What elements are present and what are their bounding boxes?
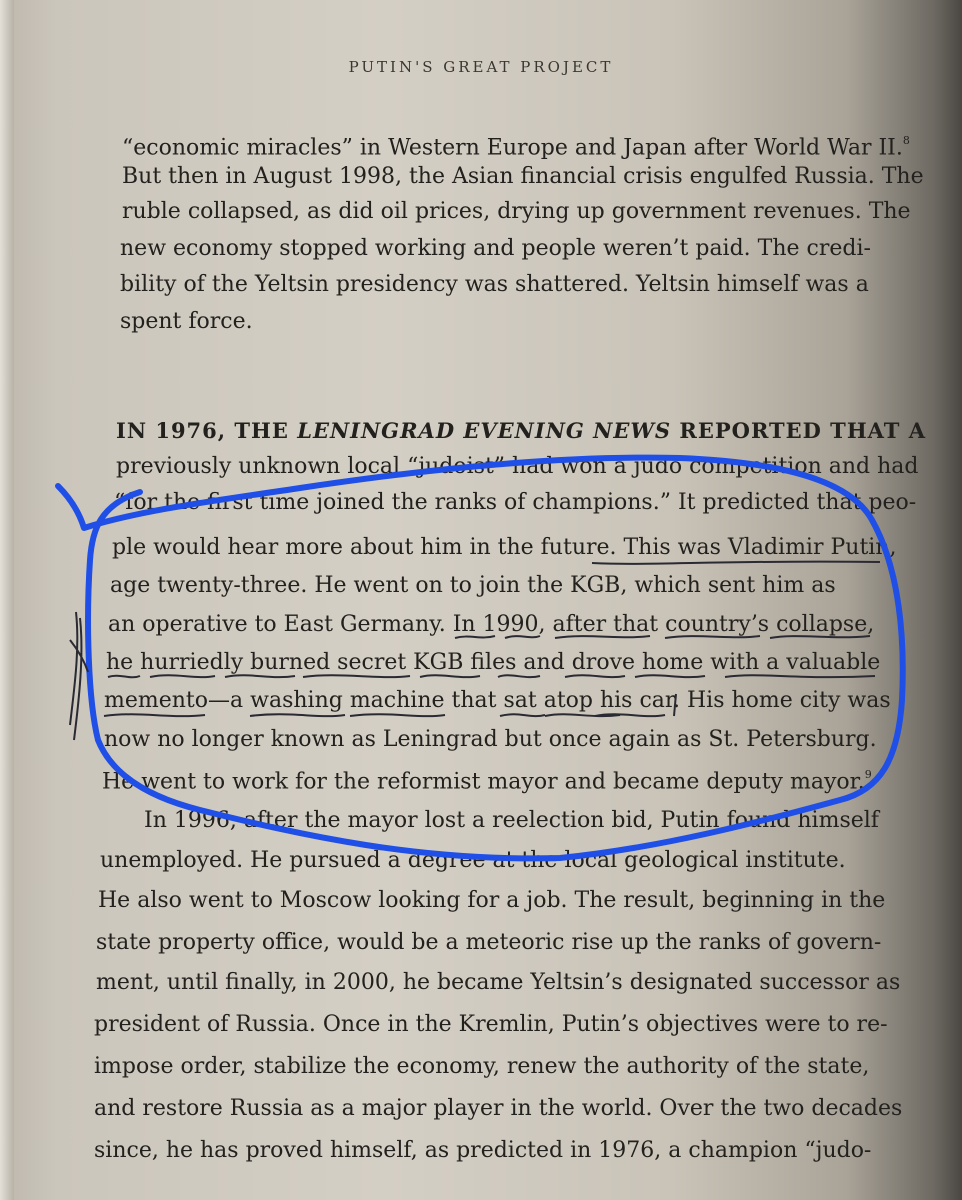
section-lead-in: IN 1976, THE LENINGRAD EVENING NEWS REPORTED THAT A <box>116 418 927 443</box>
text-line: In 1996, after the mayor lost a reelection bid, Putin found himself <box>144 808 879 833</box>
text-line: ple would hear more about him in the future. This was Vladimir Putin, <box>112 535 897 560</box>
text-line: But then in August 1998, the Asian financial crisis engulfed Russia. The <box>122 164 924 189</box>
text-line: unemployed. He pursued a degree at the local geological institute. <box>100 848 846 873</box>
underline-mark <box>592 562 880 564</box>
text-line: and restore Russia as a major player in the world. Over the two decades <box>94 1096 903 1121</box>
text-line: previously unknown local “judoist” had won a judo competition and had <box>116 454 919 479</box>
text-line: since, he has proved himself, as predicted in 1976, a champion “judo- <box>94 1138 872 1163</box>
footnote-marker: 9 <box>864 768 872 781</box>
text-line: he hurriedly burned secret KGB files and drove home with a valuable <box>106 650 881 675</box>
text-line: “for the first time joined the ranks of champions.” It predicted that peo- <box>114 490 917 515</box>
text-line: impose order, stabilize the economy, renew the authority of the state, <box>94 1054 870 1079</box>
text-line: He went to work for the reformist mayor and became deputy mayor.$^9$ <box>102 768 872 795</box>
text-line: ruble collapsed, as did oil prices, drying up government revenues. The <box>122 199 911 224</box>
highlight-loop <box>58 458 903 859</box>
text-line: president of Russia. Once in the Kremlin, Putin’s objectives were to re- <box>94 1012 888 1037</box>
underline-mark <box>104 714 665 716</box>
running-head: PUTIN'S GREAT PROJECT <box>348 58 614 76</box>
text-line: bility of the Yeltsin presidency was shattered. Yeltsin himself was a <box>120 272 869 297</box>
text-line: state property office, would be a meteoric rise up the ranks of govern- <box>96 930 882 955</box>
text-line: now no longer known as Leningrad but once again as St. Petersburg. <box>104 727 877 752</box>
text-line: spent force. <box>120 309 253 334</box>
footnote-marker: 8 <box>902 134 910 147</box>
text-line: new economy stopped working and people weren’t paid. The credi- <box>120 236 871 261</box>
underline-mark <box>455 636 870 638</box>
text-line: an operative to East Germany. In 1990, after that country’s collapse, <box>108 612 875 637</box>
text-cursor-mark <box>674 694 676 716</box>
text-line: memento—a washing machine that sat atop his car. His home city was <box>104 688 891 713</box>
text-line: age twenty-three. He went on to join the KGB, which sent him as <box>110 573 836 598</box>
text-line: “economic miracles” in Western Europe and Japan after World War II.$^8$ <box>122 134 910 161</box>
text-line: He also went to Moscow looking for a job. The result, beginning in the <box>98 888 886 913</box>
text-line: ment, until finally, in 2000, he became Yeltsin’s designated successor as <box>96 970 901 995</box>
underline-mark <box>108 675 875 677</box>
